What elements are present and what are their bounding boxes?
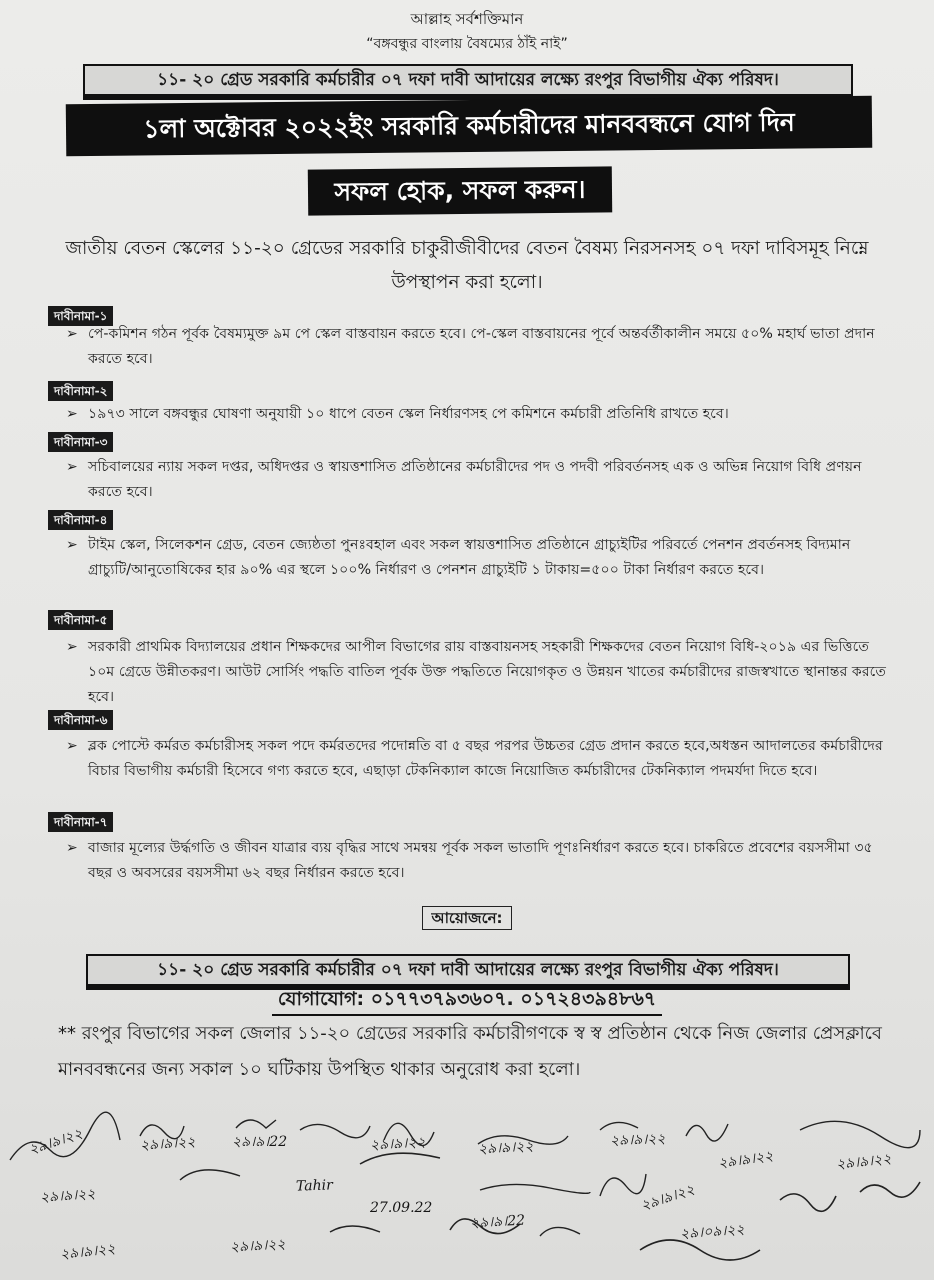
demand-tag: দাবীনামা-১ <box>48 306 113 326</box>
demand-item <box>66 533 896 583</box>
demand-item <box>66 322 896 372</box>
demand-tag: দাবীনামা-৩ <box>48 432 113 452</box>
signature-date: ২৯।৯।২২ <box>59 1241 117 1263</box>
arrow-bullet-icon: ➢ <box>66 326 78 342</box>
arrow-bullet-icon: ➢ <box>66 840 78 856</box>
demand-text: পে-কমিশন গঠন পূর্বক বৈষম্যমুক্ত ৯ম পে স্কেল বাস্তবায়ন করতে হবে। পে-স্কেল বাস্তবায়নের পূর্বে অন্তর্বর্তীকালীন সময়ে ৫০% মহার্ঘ ভাতা প্রদান করতে হবে। <box>88 326 875 367</box>
demand-tag: দাবীনামা-৭ <box>48 812 113 832</box>
signature-date: ২৯।৯।২২ <box>835 1151 893 1173</box>
signature-name: Tahir <box>295 1177 334 1195</box>
demand-text: ব্লক পোস্টে কর্মরত কর্মচারীসহ সকল পদে কর্মরতদের পদোন্নতি বা ৫ বছর পরপর উচ্চতর গ্রেড প্রদান করতে হবে,অধস্তন আদালতের কর্মচারীদের বিচার বিভাগীয় কর্মচারী হিসেবে গণ্য করতে হবে, এছাড়া টেকনিক্যাল কাজে নিয়োজিত কর্মচারীদের টেকনিক্যাল পদমর্যদা দিতে হবে। <box>88 738 883 779</box>
signature-scribbles <box>0 1100 934 1280</box>
demand-item <box>66 455 896 505</box>
slogan-line: “বঙ্গবন্ধুর বাংলায় বৈষম্যের ঠাঁই নাই” <box>366 36 568 52</box>
demand-item <box>66 402 896 427</box>
demand-text: সরকারী প্রাথমিক বিদ্যালয়ের প্রধান শিক্ষকদের আপীল বিভাগের রায় বাস্তবায়নসহ সহকারী শিক্ষকদের বেতন নিয়োগ বিধি-২০১৯ এর ভিত্তিতে ১০ম গ্রেডে উন্নীতকরণ। আউট সোর্সিং পদ্ধতি বাতিল পূর্বক উক্ত পদ্ধতিতে নিয়োগকৃত ও উন্নয়ন খাতের কর্মচারীদের রাজস্বখাতে স্থানান্তর করতে হবে। <box>88 639 886 705</box>
signature-date: ২৯।৯।২২ <box>369 1134 426 1154</box>
signature-date: ২৯।৯।২২ <box>39 1186 96 1206</box>
demand-item <box>66 734 896 784</box>
intro-paragraph: জাতীয় বেতন স্কেলের ১১-২০ গ্রেডের সরকারি চাকুরীজীবীদের বেতন বৈষম্য নিরসনসহ ০৭ দফা দাবিসমূহ নিম্নে উপস্থাপন করা হলো। <box>65 238 869 293</box>
signature-date: ২৯।৯।২২ <box>139 1134 196 1154</box>
signature-date: ২৯।৯।২২ <box>717 1148 775 1172</box>
signature-date: ২৯।৯।22 <box>232 1134 288 1150</box>
arrow-bullet-icon: ➢ <box>66 406 78 422</box>
demand-tag: দাবীনামা-৫ <box>48 610 113 630</box>
demand-tag: দাবীনামা-২ <box>48 381 113 401</box>
signature-date: ২৯।০৯।২২ <box>679 1221 746 1243</box>
demand-text: সচিবালয়ের ন্যায় সকল দপ্তর, অধিদপ্তর ও স্বায়ত্তশাসিত প্রতিষ্ঠানের কর্মচারীদের পদ ও পদবী পরিবর্তনসহ এক ও অভিন্ন নিয়োগ বিধি প্রণয়ন করতে হবে। <box>88 459 862 500</box>
demand-tag: দাবীনামা-৬ <box>48 710 113 730</box>
headline-slogan: সফল হোক, সফল করুন। <box>308 166 612 215</box>
signature-date: ২৯।৯।২২ <box>477 1138 534 1158</box>
demand-text: টাইম স্কেল, সিলেকশন গ্রেড, বেতন জ্যেষ্ঠতা পুনঃবহাল এবং সকল স্বায়ত্তশাসিত প্রতিষ্ঠানে গ্রাচ্যুইটির পরিবর্তে পেনশন প্রবর্তনসহ বিদ্যমান গ্রাচ্যুটি/আনুতোষিকের হার ৯০% এর স্থলে ১০০% নির্ধারণ ও পেনশন গ্রাচ্যুইটি ১ টাকায়=৫০০ টাকা নির্ধারণ করতে হবে। <box>88 537 851 578</box>
headline-main: ১লা অক্টোবর ২০২২ইং সরকারি কর্মচারীদের মানববন্ধনে যোগ দিন <box>66 96 873 156</box>
organizer-label-wrap <box>0 906 934 930</box>
contact-wrap <box>0 984 934 1016</box>
signature-date: ২৯।৯।২২ <box>229 1236 286 1256</box>
arrow-bullet-icon: ➢ <box>66 459 78 475</box>
arrow-bullet-icon: ➢ <box>66 738 78 754</box>
demand-text: ১৯৭৩ সালে বঙ্গবন্ধুর ঘোষণা অনুযায়ী ১০ ধাপে বেতন স্কেল নির্ধারণসহ পে কমিশনে কর্মচারী প্রতিনিধি রাখতে হবে। <box>88 406 729 422</box>
contact-numbers: যোগাযোগ: ০১৭৭৩৭৯৩৬০৭. ০১৭২৪৩৯৪৮৬৭ <box>272 984 662 1016</box>
organization-banner: ১১- ২০ গ্রেড সরকারি কর্মচারীর ০৭ দফা দাবী আদায়ের লক্ষ্যে রংপুর বিভাগীয় ঐক্য পরিষদ। <box>83 64 853 96</box>
signature-date: 27.09.22 <box>370 1200 433 1216</box>
demand-item <box>66 836 896 886</box>
signature-date: ২৯।৯।22 <box>469 1212 526 1232</box>
invocation-line: আল্লাহ সর্বশক্তিমান <box>410 10 524 28</box>
attendance-note: ** রংপুর বিভাগের সকল জেলার ১১-২০ গ্রেডের সরকারি কর্মচারীগণকে স্ব স্ব প্রতিষ্ঠান থেকে নিজ জেলার প্রেসক্লাবে মানববন্ধনের জন্য সকাল ১০ ঘটিকায় উপস্থিত থাকার অনুরোধ করা হলো। <box>58 1023 882 1080</box>
signature-date: ২৯।৯।২২ <box>609 1131 666 1149</box>
arrow-bullet-icon: ➢ <box>66 537 78 553</box>
signature-date: ২৯।৯।২২ <box>26 1125 85 1159</box>
signature-date: ২৯।৯।২২ <box>638 1181 697 1215</box>
demand-item <box>66 635 896 710</box>
arrow-bullet-icon: ➢ <box>66 639 78 655</box>
organizer-label: আয়োজনে: <box>422 906 511 930</box>
demand-text: বাজার মূল্যের উর্দ্ধগতি ও জীবন যাত্রার ব্যয় বৃদ্ধির সাথে সমন্বয় পূর্বক সকল ভাতাদি পূণঃনির্ধারণ করতে হবে। চাকরিতে প্রবেশের বয়সসীমা ৩৫ বছর ও অবসরের বয়সসীমা ৬২ বছর নির্ধারন করতে হবে। <box>88 840 873 881</box>
demand-tag: দাবীনামা-৪ <box>48 510 113 530</box>
organizer-banner: ১১- ২০ গ্রেড সরকারি কর্মচারীর ০৭ দফা দাবী আদায়ের লক্ষ্যে রংপুর বিভাগীয় ঐক্য পরিষদ। <box>86 954 850 986</box>
